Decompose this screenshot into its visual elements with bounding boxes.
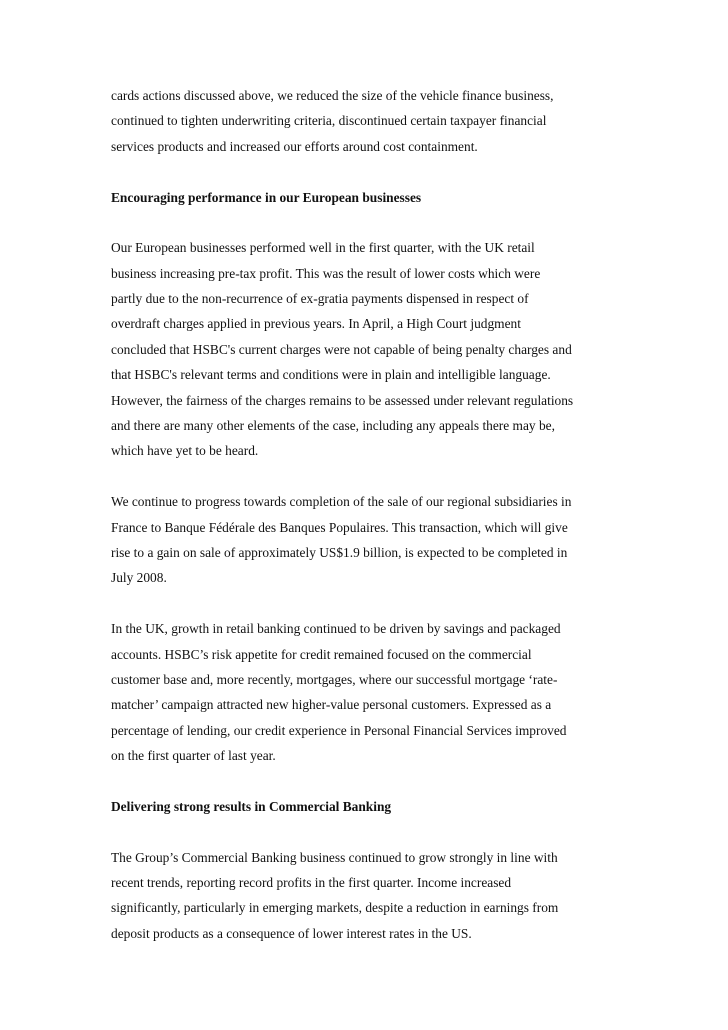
text-line: cards actions discussed above, we reduced the size of the vehicle finance business, [111, 88, 554, 103]
text-line: July 2008. [111, 570, 167, 586]
text-line: The Group’s Commercial Banking business continued to grow strongly in line with [111, 849, 558, 865]
text-line: deposit products as a consequence of lower interest rates in the US. [111, 925, 472, 941]
text-line: and there are many other elements of the case, including any appeals there may be, [111, 418, 555, 434]
paragraph-commercial-banking [111, 845, 623, 947]
heading-european-businesses: Encouraging performance in our European businesses [111, 189, 422, 205]
text-line: matcher’ campaign attracted new higher-value personal customers. Expressed as a [111, 697, 552, 713]
text-line: concluded that HSBC's current charges were not capable of being penalty charges and [111, 341, 572, 357]
text-line: We continue to progress towards completion of the sale of our regional subsidiaries in [111, 494, 572, 510]
text-line: services products and increased our efforts around cost containment. [111, 138, 478, 154]
text-line: business increasing pre-tax profit. This was the result of lower costs which were [111, 265, 541, 281]
text-line: overdraft charges applied in previous years. In April, a High Court judgment [111, 316, 521, 332]
text-line: France to Banque Fédérale des Banques Populaires. This transaction, which will give [111, 519, 568, 535]
text-line: recent trends, reporting record profits in the first quarter. Income increased [111, 874, 512, 890]
paragraph-uk-retail [111, 616, 623, 768]
text-line: In the UK, growth in retail banking continued to be driven by savings and packaged [111, 621, 561, 637]
paragraph-spacer [111, 819, 623, 844]
text-line: significantly, particularly in emerging markets, despite a reduction in earnings from [111, 900, 559, 916]
text-line: on the first quarter of last year. [111, 748, 276, 764]
text-line: accounts. HSBC’s risk appetite for credit remained focused on the commercial [111, 646, 532, 662]
paragraph-spacer [111, 159, 623, 184]
text-line: Our European businesses performed well in the first quarter, with the UK retail [111, 240, 535, 256]
text-line: percentage of lending, our credit experience in Personal Financial Services improved [111, 722, 567, 738]
heading-commercial-banking: Delivering strong results in Commercial Banking [111, 798, 392, 814]
paragraph-spacer [111, 591, 623, 616]
text-line: continued to tighten underwriting criteria, discontinued certain taxpayer financial [111, 113, 547, 129]
paragraph-spacer [111, 210, 623, 235]
paragraph-european-performance [111, 235, 623, 464]
paragraph-spacer [111, 464, 623, 489]
document-page [111, 83, 623, 946]
paragraph-vehicle-finance [111, 83, 623, 159]
text-line: customer base and, more recently, mortgages, where our successful mortgage ‘rate- [111, 671, 558, 687]
text-line: However, the fairness of the charges remains to be assessed under relevant regulations [111, 392, 574, 408]
paragraph-france-sale [111, 489, 623, 591]
text-line: partly due to the non-recurrence of ex-gratia payments dispensed in respect of [111, 291, 529, 307]
text-line: that HSBC's relevant terms and conditions were in plain and intelligible language. [111, 367, 551, 383]
text-line: which have yet to be heard. [111, 443, 259, 459]
text-line: rise to a gain on sale of approximately US$1.9 billion, is expected to be completed in [111, 544, 568, 560]
paragraph-spacer [111, 769, 623, 794]
